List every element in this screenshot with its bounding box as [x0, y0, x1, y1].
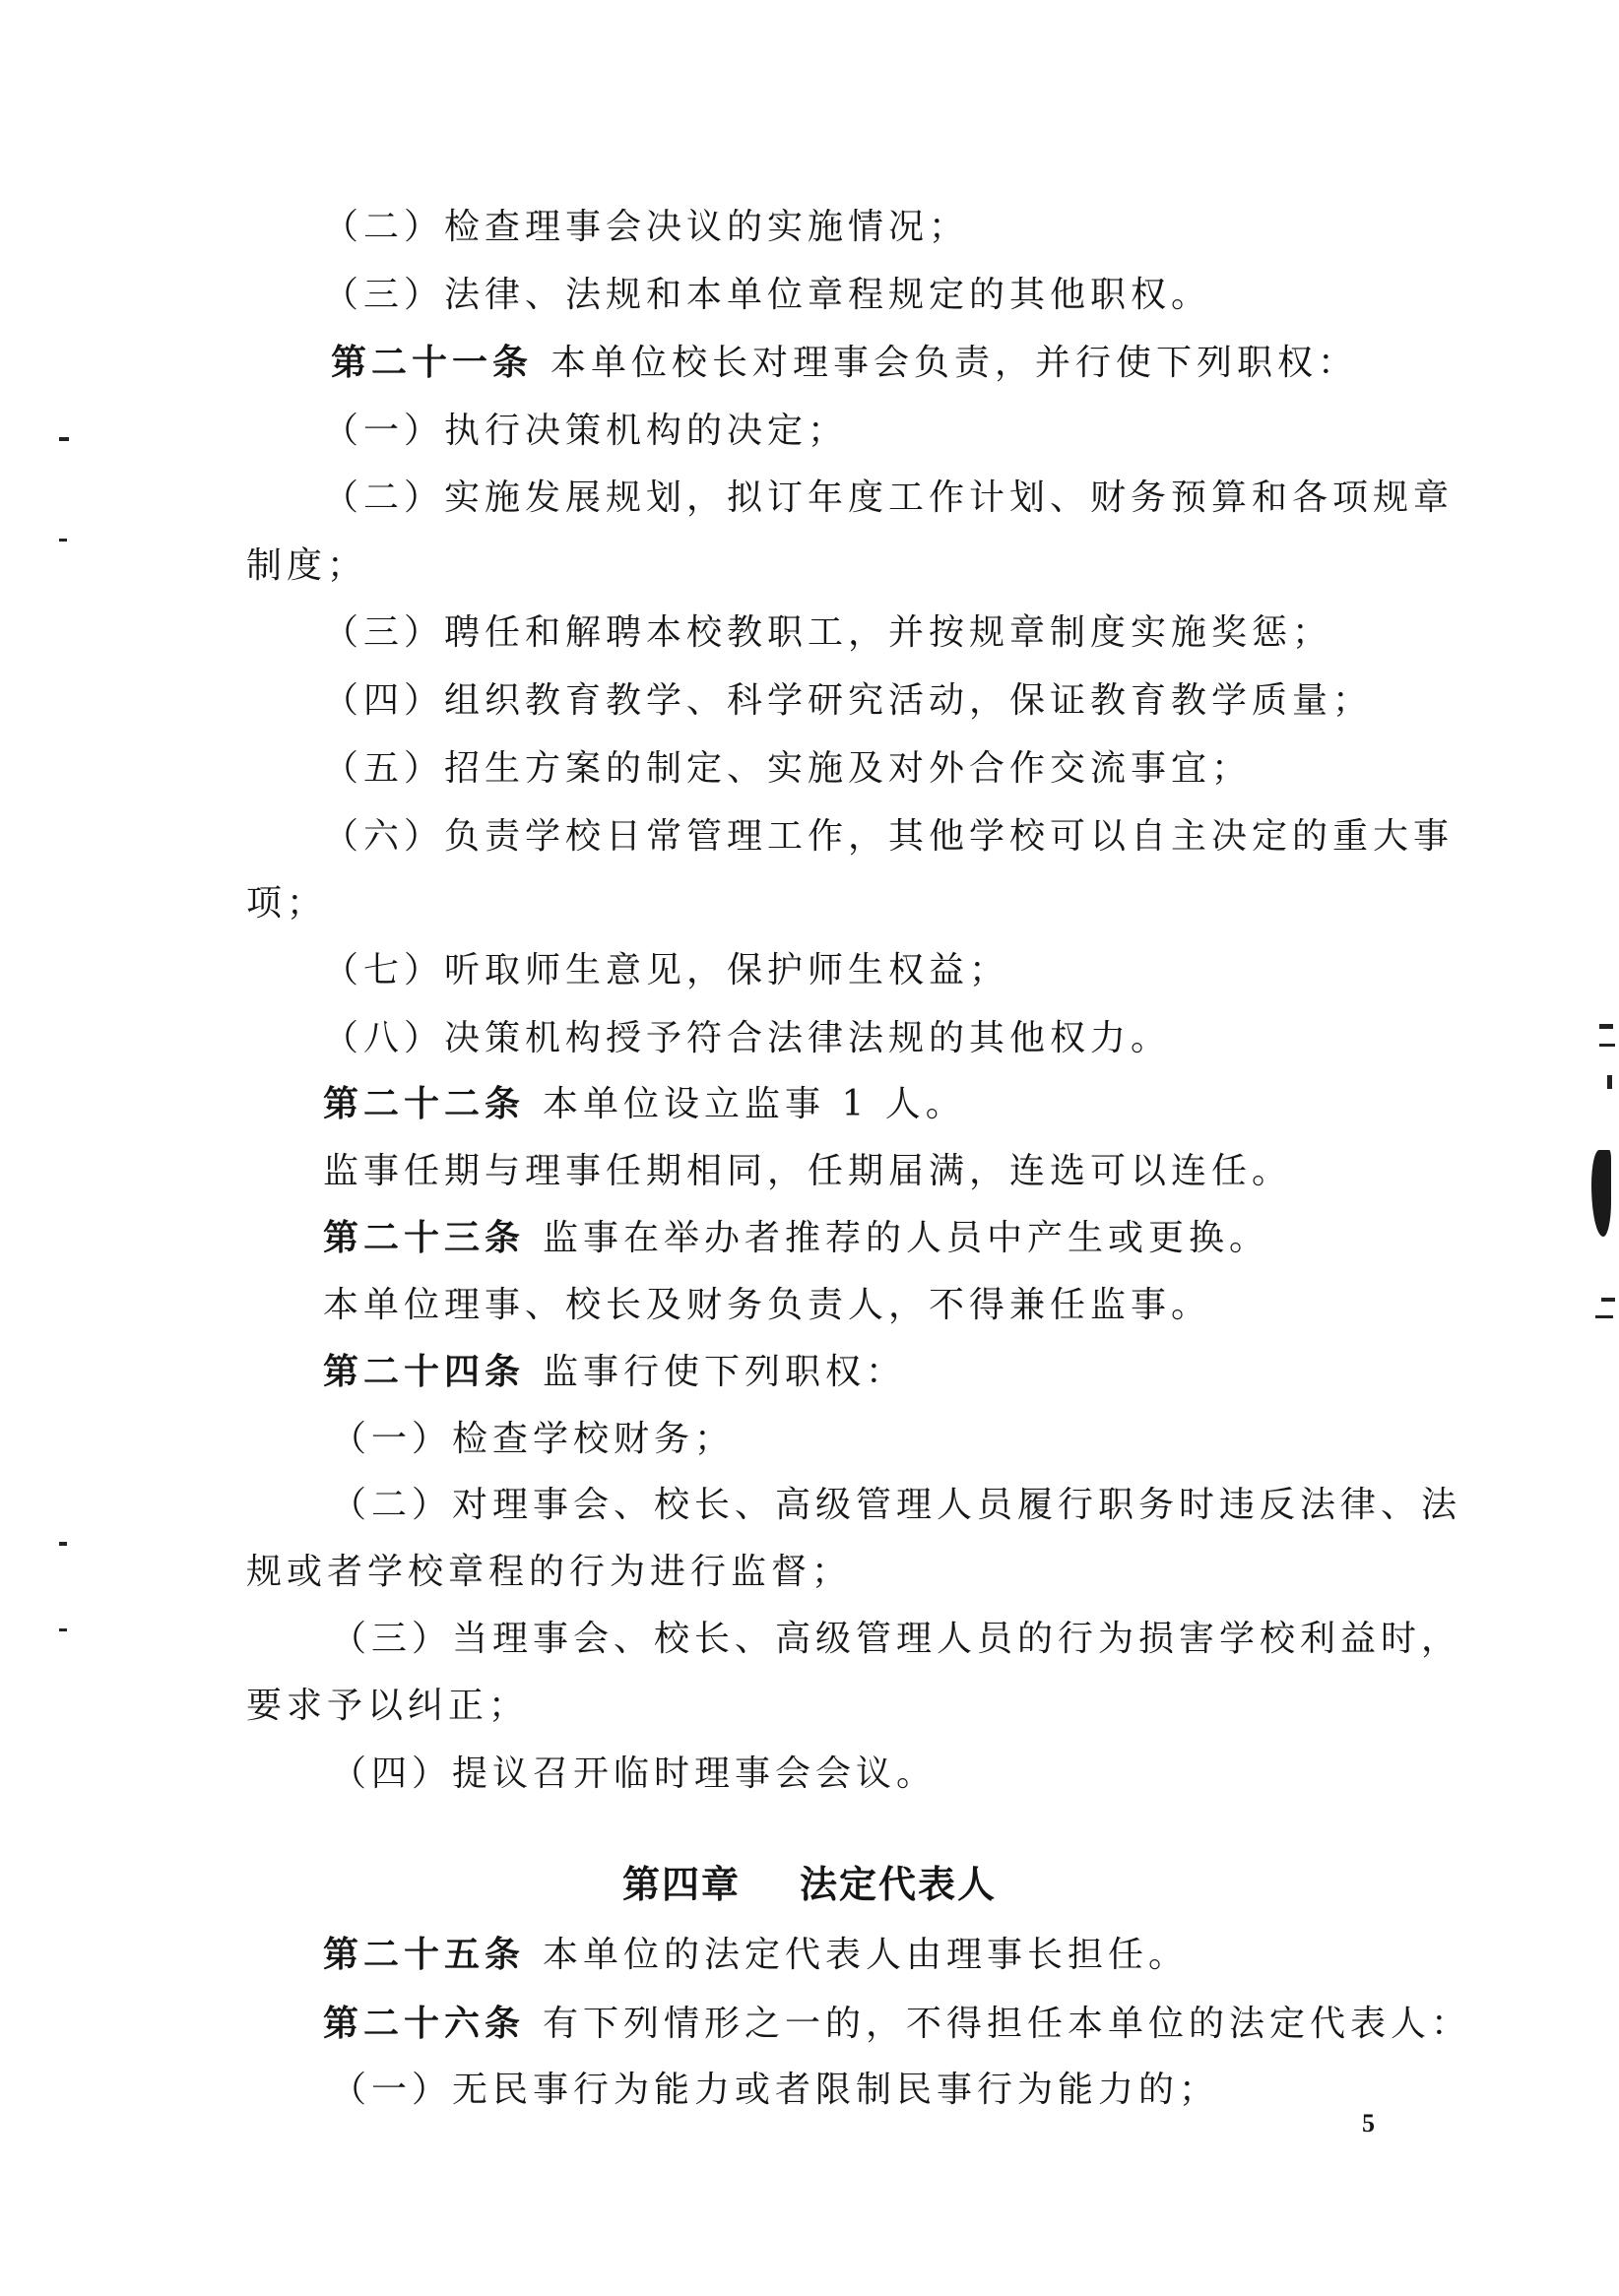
article-paragraph — [323, 1932, 1189, 1979]
list-item-continuation: 规或者学校章程的行为进行监督； — [246, 1552, 853, 1592]
list-item: （三）法律、法规和本单位章程规定的其他职权。 — [323, 275, 1212, 315]
scan-mark — [59, 437, 69, 441]
list-item: （一）无民事行为能力或者限制民事行为能力的； — [331, 2070, 1220, 2110]
binding-mark — [1595, 1315, 1613, 1318]
article-number: 第二十四条 — [323, 1352, 526, 1392]
list-item: （三）当理事会、校长、高级管理人员的行为损害学校利益时， — [331, 1619, 1462, 1659]
list-item-continuation: 要求予以纠正； — [246, 1686, 530, 1726]
list-item: （三）聘任和解聘本校教职工，并按规章制度实施奖惩； — [323, 612, 1333, 653]
list-item: （六）负责学校日常管理工作，其他学校可以自主决定的重大事 — [323, 816, 1455, 857]
list-item-continuation: 项； — [246, 883, 328, 924]
binding-mark — [1599, 1024, 1613, 1029]
chapter-title: 法定代表人 — [800, 1863, 998, 1906]
list-item: （七）听取师生意见，保护师生权益； — [323, 950, 1010, 990]
binding-mark — [1601, 1298, 1615, 1302]
chapter-number: 第四章 — [621, 1863, 741, 1906]
article-paragraph — [323, 1081, 966, 1128]
list-item-continuation: 制度； — [246, 545, 368, 586]
article-text: 有下列情形之一的，不得担任本单位的法定代表人： — [543, 2004, 1472, 2044]
article-text: 本单位设立监事 1 人。 — [543, 1084, 966, 1124]
list-item: （二）实施发展规划，拟订年度工作计划、财务预算和各项规章 — [323, 478, 1455, 518]
scan-mark — [59, 539, 67, 542]
article-text: 本单位的法定代表人由理事长担任。 — [543, 1935, 1190, 1975]
binding-mark — [1599, 1044, 1615, 1047]
page-number: 5 — [1362, 2109, 1375, 2137]
article-number: 第二十五条 — [323, 1935, 526, 1975]
article-text: 监事行使下列职权： — [543, 1352, 907, 1392]
article-text: 监事在举办者推荐的人员中产生或更换。 — [543, 1218, 1270, 1258]
article-text: 本单位校长对理事会负责，并行使下列职权： — [550, 343, 1359, 383]
list-item: （一）检查学校财务； — [331, 1419, 736, 1459]
article-number: 第二十三条 — [323, 1218, 526, 1258]
list-item: （二）检查理事会决议的实施情况； — [323, 207, 970, 247]
paragraph: 本单位理事、校长及财务负责人，不得兼任监事。 — [323, 1285, 1212, 1325]
list-item: （五）招生方案的制定、实施及对外合作交流事宜； — [323, 748, 1253, 789]
article-paragraph — [331, 340, 1358, 387]
list-item: （四）提议召开临时理事会会议。 — [331, 1754, 938, 1794]
article-paragraph — [323, 1215, 1269, 1262]
list-item: （二）对理事会、校长、高级管理人员履行职务时违反法律、法 — [331, 1485, 1462, 1525]
article-number: 第二十一条 — [331, 343, 534, 383]
scan-mark — [59, 1542, 67, 1546]
binding-mark — [1607, 1075, 1612, 1089]
list-item: （一）执行决策机构的决定； — [323, 411, 849, 451]
article-paragraph — [323, 1349, 906, 1396]
article-number: 第二十六条 — [323, 2004, 526, 2044]
list-item: （四）组织教育教学、科学研究活动，保证教育教学质量； — [323, 680, 1374, 721]
article-paragraph — [323, 2001, 1471, 2048]
article-number: 第二十二条 — [323, 1084, 526, 1124]
binding-mark — [1591, 1150, 1611, 1237]
paragraph: 监事任期与理事任期相同，任期届满，连选可以连任。 — [323, 1151, 1293, 1191]
chapter-heading — [0, 1860, 1619, 1909]
list-item: （八）决策机构授予符合法律法规的其他权力。 — [323, 1018, 1172, 1058]
scan-mark — [59, 1628, 67, 1631]
